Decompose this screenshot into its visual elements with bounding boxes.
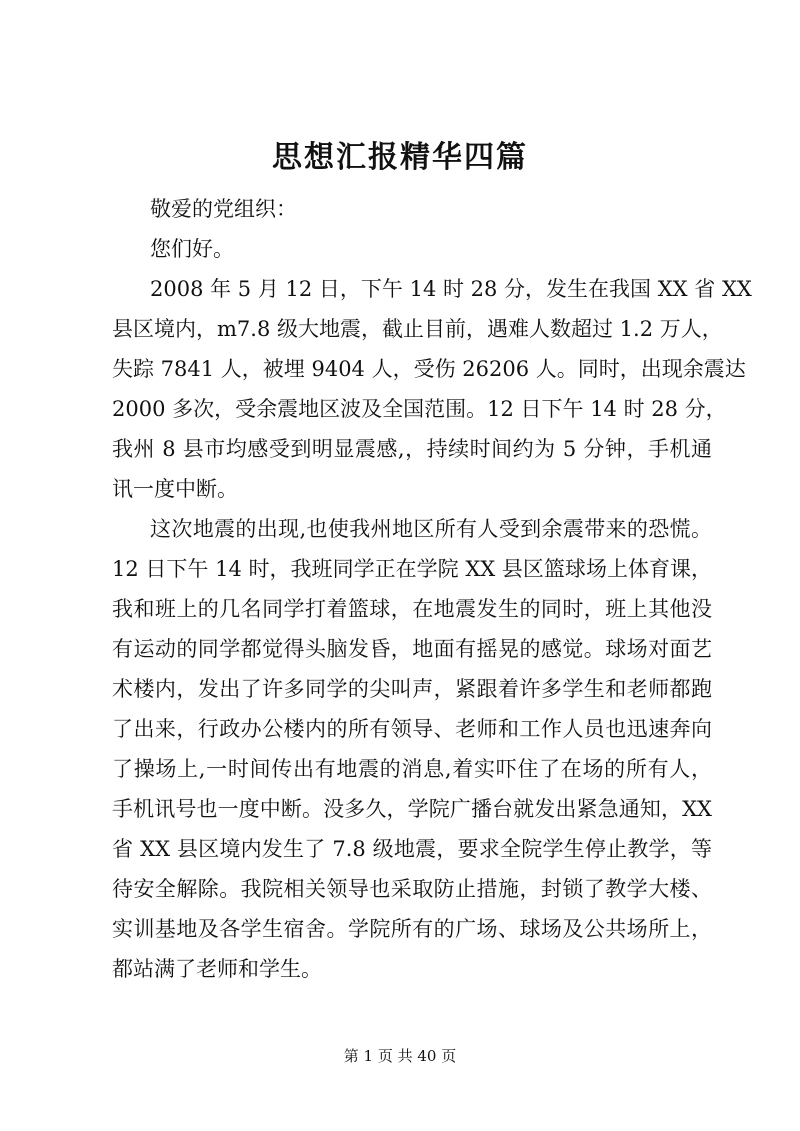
paragraph-line: 县区境内，m7.8 级大地震，截止目前，遇难人数超过 1.2 万人， [112,317,723,341]
paragraph-line: 都站满了老师和学生。 [112,957,322,981]
paragraph-line: 12 日下午 14 时，我班同学正在学院 XX 县区篮球场上体育课， [112,557,712,581]
document-title: 思想汇报精华四篇 [272,140,528,175]
paragraph-line: 2008 年 5 月 12 日，下午 14 时 28 分，发生在我国 XX 省 XX [150,277,752,301]
paragraph-line: 手机讯号也一度中断。没多久，学院广播台就发出紧急通知，XX [112,797,712,821]
paragraph-line: 有运动的同学都觉得头脑发昏，地面有摇晃的感觉。球场对面艺 [112,637,712,661]
paragraph-line: 实训基地及各学生宿舍。学院所有的广场、球场及公共场所上， [112,917,712,941]
greeting-line: 敬爱的党组织： [150,197,297,221]
paragraph-line: 我和班上的几名同学打着篮球，在地震发生的同时，班上其他没 [112,597,712,621]
paragraph-line: 了操场上,一时间传出有地震的消息,着实吓住了在场的所有人， [112,757,712,781]
paragraph-line: 讯一度中断。 [112,477,238,501]
paragraph-line: 省 XX 县区境内发生了 7.8 级地震，要求全院学生停止教学，等 [112,837,712,861]
paragraph-2 [112,509,712,989]
paragraph-line: 待安全解除。我院相关领导也采取防止措施，封锁了教学大楼、 [112,877,712,901]
salutation-line: 您们好。 [150,237,234,261]
paragraph-line: 这次地震的出现,也使我州地区所有人受到余震带来的恐慌。 [150,517,712,541]
paragraph-line: 失踪 7841 人，被埋 9404 人，受伤 26206 人。同时，出现余震达 [112,357,746,381]
document-body [112,189,752,989]
page-footer: 第 1 页 共 40 页 [343,1047,457,1065]
paragraph-line: 我州 8 县市均感受到明显震感,，持续时间约为 5 分钟，手机通 [112,437,712,461]
paragraph-line: 了出来，行政办公楼内的所有领导、老师和工作人员也迅速奔向 [112,717,712,741]
paragraph-line: 2000 多次，受余震地区波及全国范围。12 日下午 14 时 28 分， [112,397,727,421]
paragraph-1 [112,269,752,509]
paragraph-line: 术楼内，发出了许多同学的尖叫声，紧跟着许多学生和老师都跑 [112,677,712,701]
